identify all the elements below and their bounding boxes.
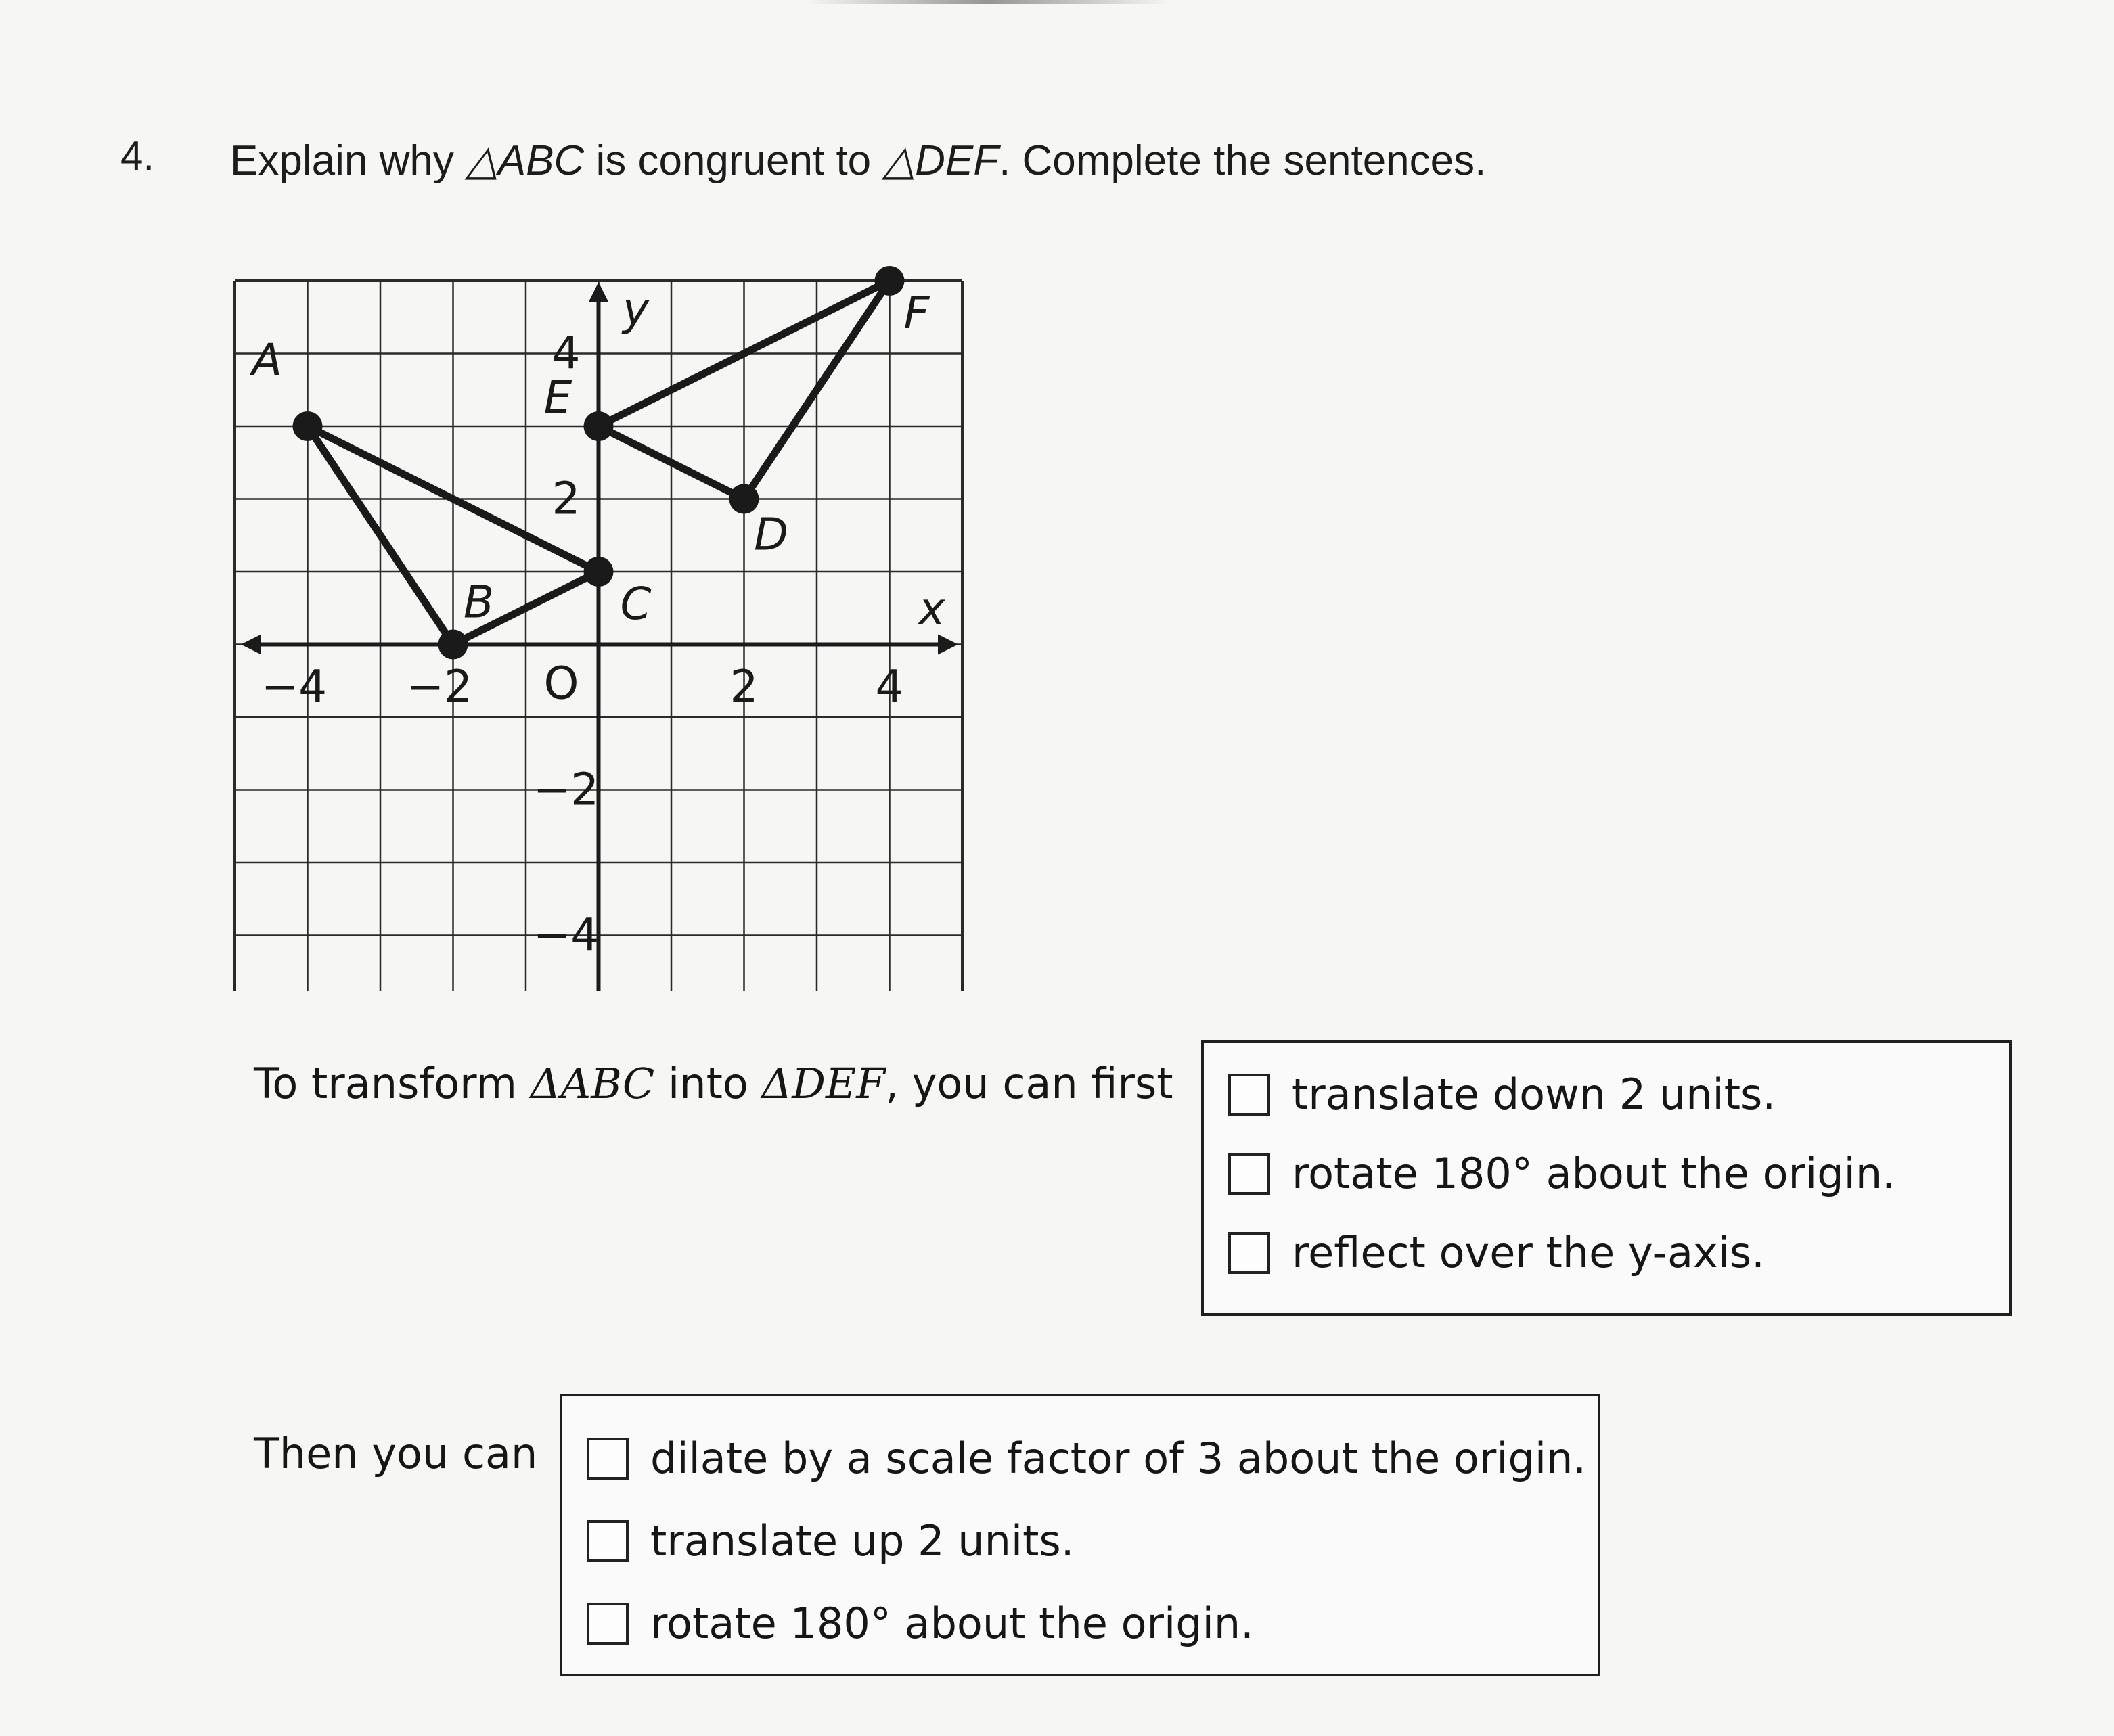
- prompt-text-after: . Complete the sentences.: [999, 137, 1487, 184]
- sentence-2-prefix: Then you can: [254, 1429, 538, 1478]
- y-axis-label: y: [622, 283, 650, 336]
- vertex-c: [584, 557, 614, 587]
- option-translate-down[interactable]: [1228, 1070, 1776, 1119]
- option-label: translate down 2 units.: [1292, 1070, 1776, 1119]
- option-label: rotate 180° about the origin.: [1292, 1149, 1895, 1198]
- sentence-1-prefix: To transform: [254, 1059, 531, 1108]
- graph-axes: [245, 286, 954, 991]
- option-label: rotate 180° about the origin.: [650, 1599, 1254, 1648]
- y-tick-label: 2: [552, 472, 581, 525]
- question-number: 4.: [120, 133, 155, 179]
- vertex-label-f: F: [903, 287, 930, 339]
- option-rotate-180[interactable]: [587, 1599, 1254, 1648]
- prompt-triangle-def: △DEF: [882, 137, 999, 184]
- checkbox[interactable]: [1228, 1153, 1270, 1195]
- sentence-2-text: [254, 1429, 537, 1478]
- sentence-1-middle: into: [654, 1059, 762, 1108]
- prompt-text-before: Explain why: [230, 137, 466, 184]
- y-tick-label: 4: [552, 327, 581, 380]
- option-translate-up[interactable]: [587, 1516, 1074, 1566]
- coordinate-graph: [223, 260, 974, 991]
- sentence-1-options: [1201, 1040, 2012, 1316]
- sentence-1-suffix: , you can first: [885, 1059, 1173, 1108]
- y-tick-label: −2: [533, 763, 600, 816]
- vertex-label-b: B: [463, 576, 495, 629]
- vertex-a: [293, 411, 323, 441]
- option-reflect-y-axis[interactable]: [1228, 1228, 1765, 1277]
- y-tick-label: −4: [533, 909, 600, 961]
- x-tick-label: 4: [875, 660, 904, 713]
- x-tick-label: 2: [729, 660, 759, 713]
- origin-label: O: [543, 657, 579, 710]
- checkbox[interactable]: [587, 1438, 629, 1480]
- vertex-label-e: E: [543, 371, 572, 424]
- sentence-1-text: [254, 1059, 1173, 1108]
- option-rotate-180[interactable]: [1228, 1149, 1895, 1198]
- vertex-label-a: A: [251, 334, 283, 386]
- option-label: translate up 2 units.: [650, 1516, 1075, 1566]
- vertex-b: [438, 630, 468, 660]
- vertex-f: [875, 266, 905, 296]
- x-axis-label: x: [918, 583, 945, 635]
- x-tick-label: −4: [261, 660, 328, 713]
- question-prompt: [230, 135, 1486, 185]
- sentence-1-triangle-abc: ΔABC: [530, 1059, 655, 1108]
- vertex-e: [584, 411, 614, 441]
- option-label: reflect over the y-axis.: [1292, 1228, 1765, 1277]
- vertex-label-d: D: [754, 508, 788, 561]
- checkbox[interactable]: [587, 1520, 629, 1562]
- checkbox[interactable]: [1228, 1074, 1270, 1116]
- prompt-text-middle: is congruent to: [584, 137, 883, 184]
- x-tick-label: −2: [406, 660, 473, 713]
- sentence-2-options: [560, 1394, 1600, 1676]
- option-dilate-3[interactable]: [587, 1434, 1586, 1483]
- option-label: dilate by a scale factor of 3 about the origin.: [650, 1434, 1587, 1483]
- scan-edge-mark: [805, 0, 1171, 4]
- prompt-triangle-abc: △ABC: [466, 137, 585, 184]
- sentence-1-triangle-def: ΔDEF: [761, 1059, 886, 1108]
- vertex-label-c: C: [620, 578, 652, 630]
- checkbox[interactable]: [1228, 1232, 1270, 1274]
- checkbox[interactable]: [587, 1603, 629, 1645]
